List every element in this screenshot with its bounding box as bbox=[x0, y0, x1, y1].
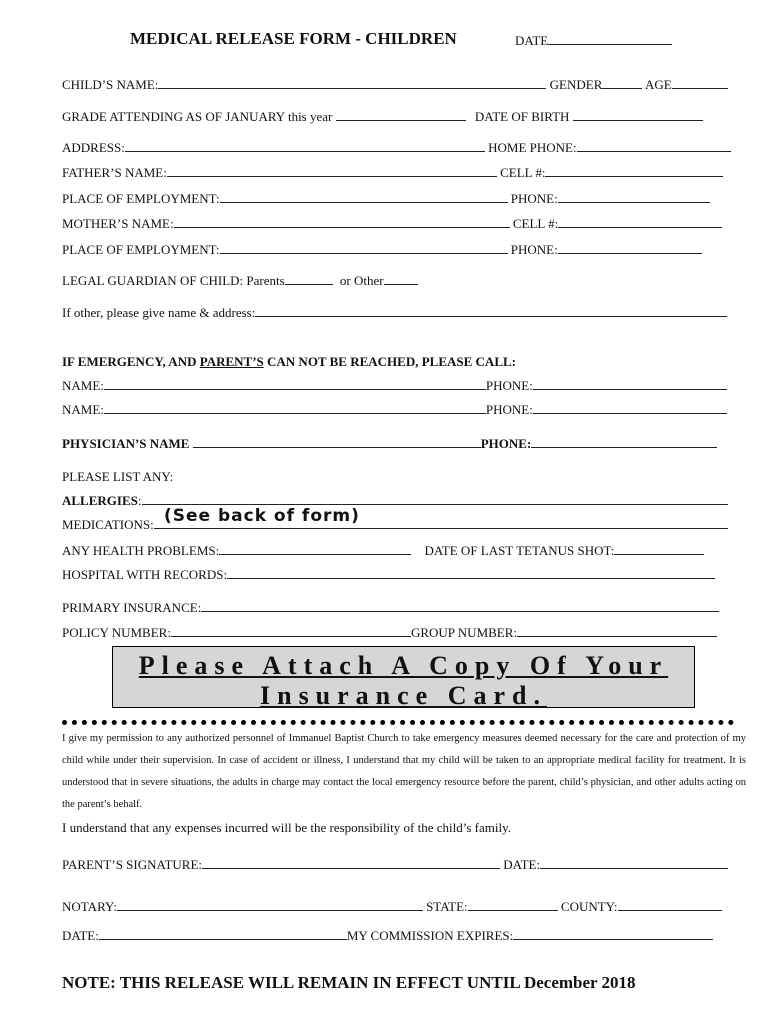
notary-blank[interactable] bbox=[117, 899, 423, 911]
dob-blank[interactable] bbox=[573, 109, 703, 121]
insurance-card-text bbox=[113, 651, 694, 711]
father-name-blank[interactable] bbox=[167, 165, 497, 177]
tetanus-blank[interactable] bbox=[614, 543, 704, 555]
parent-signature-row bbox=[62, 857, 728, 873]
guardian-address-row bbox=[62, 305, 727, 321]
employment2-label: PLACE OF EMPLOYMENT: bbox=[62, 242, 220, 257]
emergency-heading-pre: IF EMERGENCY, AND bbox=[62, 354, 200, 369]
guardian-label: LEGAL GUARDIAN OF CHILD: Parents bbox=[62, 273, 285, 288]
allergies-colon: : bbox=[137, 493, 142, 508]
emergency-contact-row bbox=[62, 402, 727, 418]
age-label: AGE bbox=[644, 77, 672, 92]
header-date-field bbox=[515, 33, 672, 49]
mother-cell-label: CELL #: bbox=[512, 216, 559, 231]
hospital-blank[interactable] bbox=[227, 567, 715, 579]
emergency-phone-label: PHONE: bbox=[485, 402, 533, 417]
policy-row bbox=[62, 625, 717, 641]
group-number-label: GROUP NUMBER: bbox=[410, 625, 518, 640]
date-label: DATE bbox=[515, 33, 549, 48]
gender-label: GENDER bbox=[549, 77, 603, 92]
emergency-name-blank[interactable] bbox=[104, 378, 486, 390]
medications-label: MEDICATIONS: bbox=[62, 517, 154, 532]
form-title: MEDICAL RELEASE FORM - CHILDREN bbox=[130, 29, 457, 48]
child-name-row bbox=[62, 77, 728, 93]
state-blank[interactable] bbox=[468, 899, 558, 911]
physician-name-label: PHYSICIAN’S NAME bbox=[62, 436, 190, 451]
father-cell-blank[interactable] bbox=[545, 165, 723, 177]
health-problems-row bbox=[62, 543, 704, 559]
father-name-label: FATHER’S NAME: bbox=[62, 165, 167, 180]
county-label: COUNTY: bbox=[560, 899, 618, 914]
father-row bbox=[62, 165, 723, 181]
allergies-row bbox=[62, 493, 728, 509]
child-name-label: CHILD’S NAME: bbox=[62, 77, 159, 92]
emergency-name-label: NAME: bbox=[62, 402, 104, 417]
age-blank[interactable] bbox=[672, 77, 728, 89]
physician-row bbox=[62, 436, 717, 452]
address-label: ADDRESS: bbox=[62, 140, 125, 155]
guardian-parents-blank[interactable] bbox=[285, 273, 333, 285]
physician-name-blank[interactable] bbox=[193, 436, 481, 448]
notary-row bbox=[62, 899, 722, 915]
grade-label: GRADE ATTENDING AS OF JANUARY this year bbox=[62, 109, 333, 124]
commission-expires-blank[interactable] bbox=[513, 928, 713, 940]
emergency-contact-row bbox=[62, 378, 727, 394]
mother-name-label: MOTHER’S NAME: bbox=[62, 216, 174, 231]
allergies-label: ALLERGIES bbox=[62, 493, 138, 508]
primary-insurance-row bbox=[62, 600, 719, 616]
commission-row bbox=[62, 928, 713, 944]
guardian-row bbox=[62, 273, 418, 289]
form-header bbox=[130, 31, 457, 48]
release-note: NOTE: THIS RELEASE WILL REMAIN IN EFFECT UNTIL December 2018 bbox=[62, 973, 636, 992]
emergency-name-blank[interactable] bbox=[104, 402, 486, 414]
guardian-address-blank[interactable] bbox=[255, 305, 727, 317]
notary-date-label: DATE: bbox=[62, 928, 99, 943]
emergency-heading bbox=[62, 354, 516, 370]
employment1-label: PLACE OF EMPLOYMENT: bbox=[62, 191, 220, 206]
guardian-other-blank[interactable] bbox=[384, 273, 418, 285]
emergency-phone-label: PHONE: bbox=[485, 378, 533, 393]
hospital-label: HOSPITAL WITH RECORDS: bbox=[62, 567, 228, 582]
parent-signature-blank[interactable] bbox=[202, 857, 500, 869]
dotted-divider bbox=[62, 712, 734, 725]
phone1-label: PHONE: bbox=[510, 191, 558, 206]
address-blank[interactable] bbox=[125, 140, 485, 152]
employment2-row bbox=[62, 242, 702, 258]
commission-expires-label: MY COMMISSION EXPIRES: bbox=[346, 928, 514, 943]
notary-label: NOTARY: bbox=[62, 899, 117, 914]
phone2-blank[interactable] bbox=[558, 242, 702, 254]
employment1-blank[interactable] bbox=[220, 191, 508, 203]
child-name-blank[interactable] bbox=[158, 77, 546, 89]
primary-insurance-label: PRIMARY INSURANCE: bbox=[62, 600, 202, 615]
emergency-heading-post: CAN NOT BE REACHED, PLEASE CALL: bbox=[263, 354, 516, 369]
please-list-label: PLEASE LIST ANY: bbox=[62, 469, 174, 484]
physician-phone-blank[interactable] bbox=[531, 436, 717, 448]
medications-row bbox=[62, 517, 728, 533]
grade-row bbox=[62, 109, 703, 125]
home-phone-blank[interactable] bbox=[577, 140, 731, 152]
expenses-statement: I understand that any expenses incurred will be the responsibility of the child’s family. bbox=[62, 820, 511, 835]
father-cell-label: CELL #: bbox=[500, 165, 546, 180]
mother-name-blank[interactable] bbox=[174, 216, 510, 228]
emergency-heading-parents: PARENT’S bbox=[199, 354, 264, 369]
emergency-name-label: NAME: bbox=[62, 378, 104, 393]
notary-date-blank[interactable] bbox=[99, 928, 347, 940]
permission-paragraph: I give my permission to any authorized personnel of Immanuel Baptist Church to take emergency measures deemed necessary for the care and protection of my child while under their supervision. In case of accident or illness, I understand that my child will be taken to an appropriate medical facility for treatment. It is understood that in severe situations, the adults in charge may contact the local emergency resource before the parent, child’s physician, and other adults acting on the parent’s behalf. bbox=[62, 733, 746, 810]
phone2-label: PHONE: bbox=[510, 242, 558, 257]
hospital-row bbox=[62, 567, 715, 583]
phone1-blank[interactable] bbox=[558, 191, 710, 203]
tetanus-label: DATE OF LAST TETANUS SHOT: bbox=[424, 543, 615, 558]
home-phone-label: HOME PHONE: bbox=[488, 140, 577, 155]
mother-cell-blank[interactable] bbox=[558, 216, 722, 228]
county-blank[interactable] bbox=[618, 899, 722, 911]
guardian-address-label: If other, please give name & address: bbox=[62, 305, 256, 320]
insurance-card-notice bbox=[112, 646, 695, 708]
mother-row bbox=[62, 216, 722, 232]
primary-insurance-blank[interactable] bbox=[201, 600, 719, 612]
guardian-other-label: or Other bbox=[339, 273, 384, 288]
signature-date-blank[interactable] bbox=[540, 857, 728, 869]
dob-label: DATE OF BIRTH bbox=[474, 109, 570, 124]
health-problems-blank[interactable] bbox=[219, 543, 411, 555]
allergies-blank[interactable] bbox=[142, 493, 728, 505]
emergency-phone-blank[interactable] bbox=[533, 378, 727, 390]
medications-note: (See back of form) bbox=[164, 506, 360, 526]
group-number-blank[interactable] bbox=[517, 625, 717, 637]
health-problems-label: ANY HEALTH PROBLEMS: bbox=[62, 543, 220, 558]
employment2-blank[interactable] bbox=[220, 242, 508, 254]
emergency-phone-blank[interactable] bbox=[533, 402, 727, 414]
physician-phone-label: PHONE: bbox=[480, 436, 532, 451]
insurance-card-line1: Please Attach A Copy Of Your bbox=[138, 651, 669, 680]
policy-number-label: POLICY NUMBER: bbox=[62, 625, 171, 640]
header-date-blank[interactable] bbox=[548, 33, 672, 45]
gender-blank[interactable] bbox=[602, 77, 642, 89]
address-row bbox=[62, 140, 731, 156]
state-label: STATE: bbox=[426, 899, 468, 914]
insurance-card-line2: Insurance Card. bbox=[259, 681, 547, 710]
grade-blank[interactable] bbox=[336, 109, 466, 121]
employment1-row bbox=[62, 191, 710, 207]
signature-date-label: DATE: bbox=[503, 857, 541, 872]
policy-number-blank[interactable] bbox=[171, 625, 411, 637]
parent-signature-label: PARENT’S SIGNATURE: bbox=[62, 857, 203, 872]
